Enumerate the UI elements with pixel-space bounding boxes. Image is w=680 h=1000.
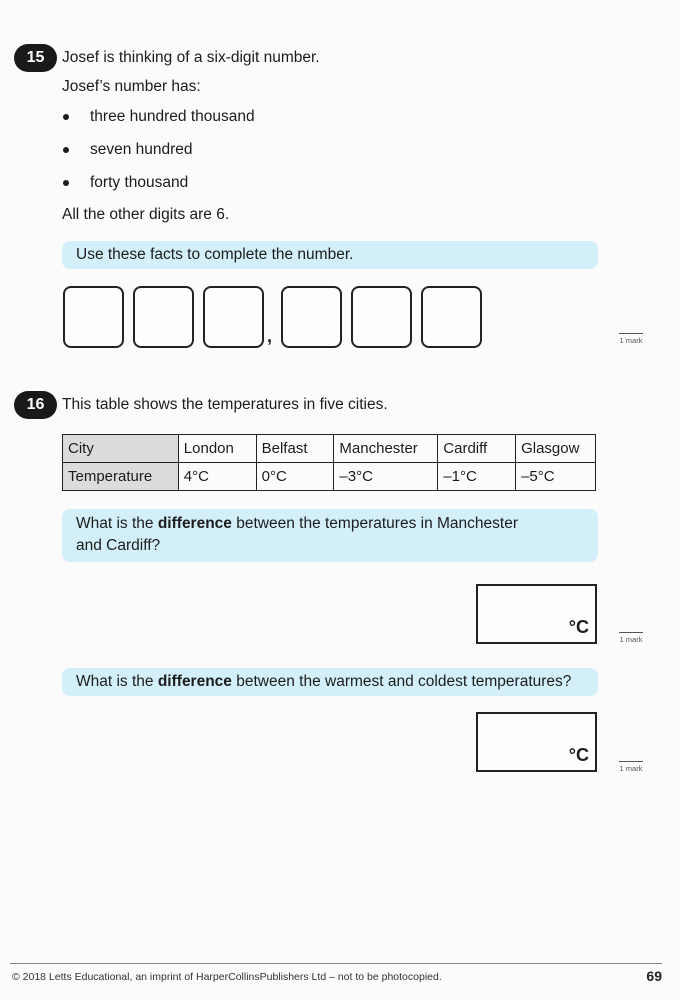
table-header-city: City	[63, 435, 179, 463]
q16b-prompt-bold: difference	[157, 673, 232, 690]
q15-mark-label: 1 mark	[619, 333, 643, 345]
table-header-temperature: Temperature	[63, 463, 179, 491]
digit-box-2[interactable]	[133, 286, 194, 348]
q16b-prompt-text: between the warmest and coldest temperatures?	[231, 673, 572, 690]
digit-box-1[interactable]	[63, 286, 124, 348]
q16b-mark-label: 1 mark	[619, 761, 643, 773]
digit-box-4[interactable]	[281, 286, 342, 348]
q15-stem: Josef is thinking of a six-digit number.	[62, 49, 320, 66]
table-cell-city: London	[178, 435, 256, 463]
q16a-mark-label: 1 mark	[619, 632, 643, 644]
q16a-unit: °C	[568, 617, 589, 637]
table-cell-city: Manchester	[334, 435, 438, 463]
q15-other-digits: All the other digits are 6.	[62, 206, 230, 223]
question-number-16: 16	[14, 391, 57, 419]
table-cell-temp: 0°C	[256, 463, 334, 491]
footer-divider	[10, 963, 662, 964]
q16a-prompt-text: What is the	[76, 515, 158, 532]
bullet-icon	[63, 114, 69, 120]
q16a-answer-box[interactable]	[476, 584, 597, 644]
q16b-prompt-text: What is the	[76, 673, 158, 690]
footer-copyright: © 2018 Letts Educational, an imprint of HarperCollinsPublishers Ltd – not to be photocopied.	[12, 971, 442, 983]
table-cell-temp: –5°C	[516, 463, 596, 491]
q16a-prompt-line2: and Cardiff?	[76, 537, 161, 554]
table-cell-temp: –3°C	[334, 463, 438, 491]
temperature-table	[62, 434, 596, 491]
q15-prompt	[62, 241, 598, 269]
bullet-icon	[63, 180, 69, 186]
question-number-15: 15	[14, 44, 57, 72]
q16a-prompt-bold: difference	[157, 515, 232, 532]
q16a-prompt-text: between the temperatures in Manchester	[231, 515, 518, 532]
q16a-prompt	[62, 509, 598, 562]
q16b-answer-box[interactable]	[476, 712, 597, 772]
q15-fact-3: forty thousand	[90, 174, 189, 191]
table-row-city	[63, 435, 596, 463]
digit-box-5[interactable]	[351, 286, 412, 348]
digit-box-3[interactable]	[203, 286, 264, 348]
table-cell-city: Glasgow	[516, 435, 596, 463]
bullet-icon	[63, 147, 69, 153]
q16-stem: This table shows the temperatures in five cities.	[62, 396, 388, 413]
table-cell-temp: –1°C	[438, 463, 516, 491]
table-cell-city: Belfast	[256, 435, 334, 463]
table-row-temperature	[63, 463, 596, 491]
q15-prompt-text: Use these facts to complete the number.	[76, 246, 354, 263]
q15-intro: Josef’s number has:	[62, 78, 201, 95]
q15-fact-2: seven hundred	[90, 141, 193, 158]
digit-box-6[interactable]	[421, 286, 482, 348]
thousands-separator: ,	[267, 326, 273, 346]
q16b-unit: °C	[568, 745, 589, 765]
table-cell-city: Cardiff	[438, 435, 516, 463]
table-cell-temp: 4°C	[178, 463, 256, 491]
q16b-prompt	[62, 668, 598, 696]
page-number: 69	[646, 968, 662, 984]
q15-fact-1: three hundred thousand	[90, 108, 255, 125]
